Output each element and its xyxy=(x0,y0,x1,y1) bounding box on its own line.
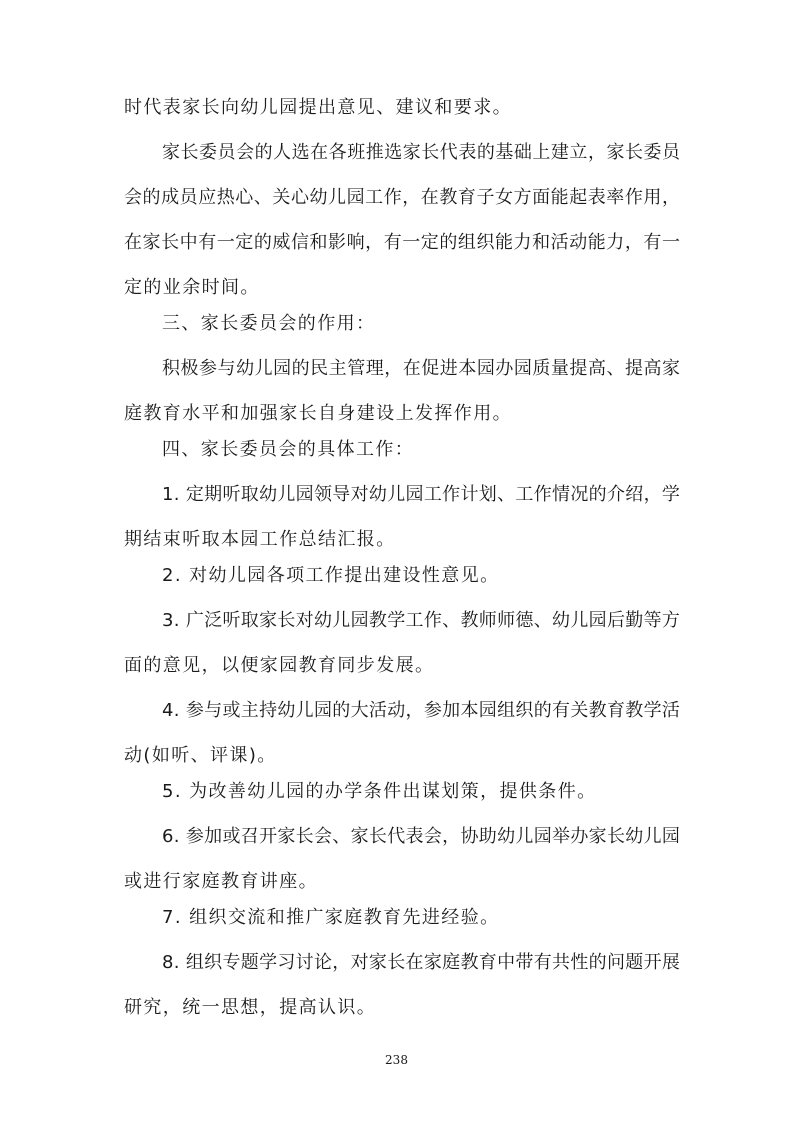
text-line: 时代表家长向幼儿园提出意见、建议和要求。 xyxy=(124,97,512,118)
text-line: 在家长中有一定的威信和影响，有一定的组织能力和活动能力，有一 xyxy=(124,232,681,253)
text-line: 动(如听、评课)。 xyxy=(124,745,277,766)
text-line: 家长委员会的人选在各班推选家长代表的基础上建立，家长委员 xyxy=(162,142,681,163)
list-item-6: 6. 参加或召开家长会、家长代表会，协助幼儿园举办家长幼儿园 xyxy=(162,826,681,847)
list-item-2: 2. 对幼儿园各项工作提出建设性意见。 xyxy=(162,565,500,586)
list-item-8: 8. 组织专题学习讨论，对家长在家庭教育中带有共性的问题开展 xyxy=(162,952,681,973)
section-heading: 四、家长委员会的具体工作： xyxy=(162,439,415,460)
text-line: 庭教育水平和加强家长自身建设上发挥作用。 xyxy=(124,403,512,424)
text-line: 研究，统一思想，提高认识。 xyxy=(124,997,377,1018)
text-line: 期结束听取本园工作总结汇报。 xyxy=(124,529,396,550)
list-item-3: 3. 广泛听取家长对幼儿园教学工作、教师师德、幼儿园后勤等方 xyxy=(162,610,681,631)
section-heading: 三、家长委员会的作用： xyxy=(162,313,376,334)
list-item-7: 7. 组织交流和推广家庭教育先进经验。 xyxy=(162,907,500,928)
text-line: 会的成员应热心、关心幼儿园工作，在教育子女方面能起表率作用， xyxy=(124,187,681,208)
page-number: 238 xyxy=(385,1053,408,1067)
text-line: 积极参与幼儿园的民主管理，在促进本园办园质量提高、提高家 xyxy=(162,358,681,379)
list-item-4: 4. 参与或主持幼儿园的大活动，参加本园组织的有关教育教学活 xyxy=(162,700,681,721)
list-item-1: 1. 定期听取幼儿园领导对幼儿园工作计划、工作情况的介绍，学 xyxy=(162,484,681,505)
text-line: 面的意见，以便家园教育同步发展。 xyxy=(124,655,435,676)
list-item-5: 5. 为改善幼儿园的办学条件出谋划策，提供条件。 xyxy=(162,781,597,802)
text-line: 或进行家庭教育讲座。 xyxy=(124,871,318,892)
text-line: 定的业余时间。 xyxy=(124,277,260,298)
